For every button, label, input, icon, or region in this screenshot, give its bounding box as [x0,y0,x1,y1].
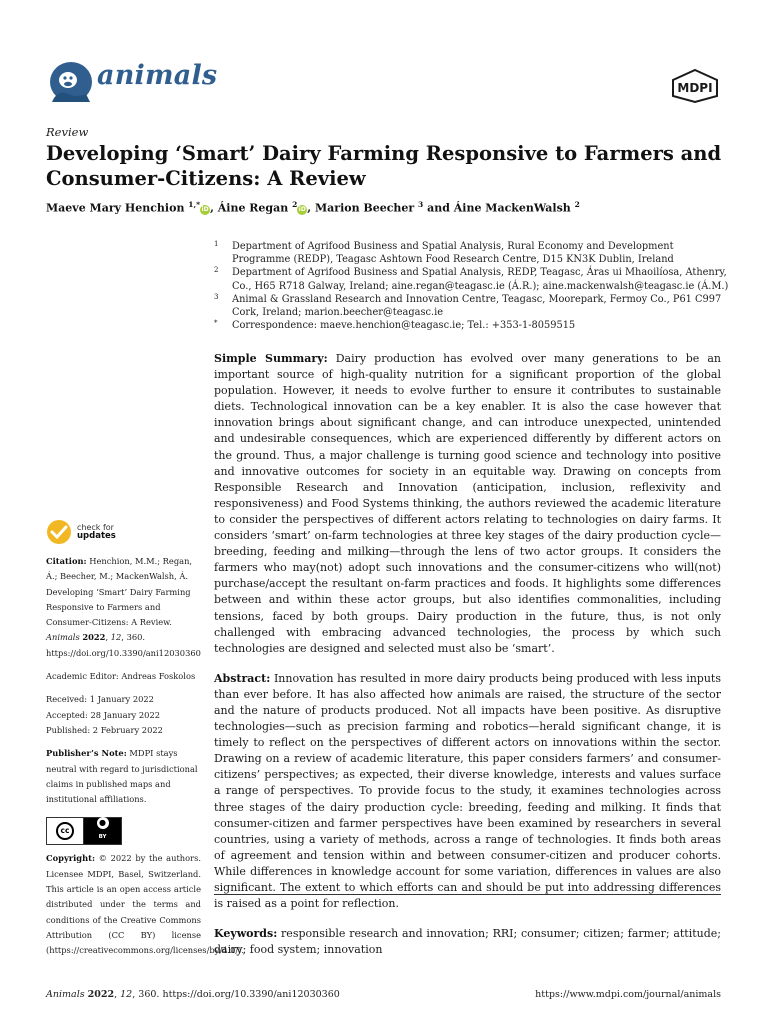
author-affiliation-marker: 2 [574,200,580,209]
affiliation-marker: * [214,319,218,328]
journal-name: animals [97,60,218,91]
affiliations [214,240,734,332]
received-date: Received: 1 January 2022 [46,694,154,705]
published-date: Published: 2 February 2022 [46,724,163,735]
author-name: Marion Beecher [314,201,415,215]
copyright-notice: Copyright: © 2022 by the authors. Licensee MDPI, Basel, Switzerland. This article is an open access article distributed under the terms and conditions of the Creative Commons Attribution (CC BY) license (https://creativecommons.org/licenses/by/4.0/). [46,853,245,956]
accepted-date: Accepted: 28 January 2022 [46,709,161,720]
affiliation-item [214,240,734,266]
author-name: Áine Regan [217,201,289,215]
article-type: Review [46,125,89,139]
affiliation-item [214,293,734,319]
attribution-icon: ● [97,817,109,829]
keywords: Keywords: responsible research and innovation; RRI; consumer; citizen; farmer; attitude; dairy; food system; innovation [214,927,721,957]
abstract: Abstract: Innovation has resulted in more dairy products being produced with less inputs than ever before. It has also affected how animals are raised, the structure of the sector and the nature of products produced. Not all impacts have been positive. As disruptive technologies—such as precision farming and robotics—herald significant change, it is timely to reflect on the perspectives of different actors on innovations within the sector. Drawing on a review of academic literature, this paper considers farmers’ and consumer-citizens’ perspectives; as expected, their diverse knowledge, interests and values surface a range of perspectives. To provide focus to the study, it examines technologies across three stages of the dairy production cycle: breeding, feeding and milking. It finds that consumer-citizen and farmer perspectives have been examined by researchers in several countries, using a variety of methods, across a range of technologies. It finds both areas of agreement and tension within and between consumer-citizen and producer cohorts. While differences in knowledge account for some variation, differences in values are also significant. The extent to which efforts can and should be put into addressing differences is raised as a point for reflection. [214,671,722,911]
affiliation-item [214,266,734,292]
article-info-sidebar [46,518,245,967]
affiliation-marker: 3 [214,292,219,301]
affiliation-marker: 2 [214,266,219,275]
academic-editor: Academic Editor: Andreas Foskolos [46,671,196,682]
footer-citation: Animals 2022, 12, 360. https://doi.org/10.3390/ani12030360 [46,989,340,1000]
author-affiliation-marker: 2 [292,200,298,209]
svg-text:MDPI: MDPI [677,81,713,95]
section-divider [214,894,721,895]
affiliation-text: Animal & Grassland Research and Innovation Centre, Teagasc, Moorepark, Fermoy Co., P61 C997 Cork, Ireland; marion.beecher@teagasc.ie [232,293,722,319]
footer-journal-link[interactable]: https://www.mdpi.com/journal/animals [535,989,721,1000]
author-name: Maeve Mary Henchion [46,201,185,215]
publisher-note: Publisher’s Note: MDPI stays neutral with regard to jurisdictional claims in published maps and institutional affiliations. [46,748,198,805]
journal-logo-icon [46,58,94,104]
check-updates-text: check for updates [77,523,116,541]
author-affiliation-marker: 3 [418,200,424,209]
affiliation-text: Department of Agrifood Business and Spatial Analysis, REDP, Teagasc, Áras ui Mhaoilíosa, Athenry, Co., H65 R718 Galway, Ireland; aine.regan@teagasc.ie (Á.R.); aine.mackenwalsh@teagasc.ie (Á.M.) [232,267,729,292]
affiliation-text: Correspondence: maeve.henchion@teagasc.ie; Tel.: +353-1-8059515 [232,320,576,332]
author-name: Áine MackenWalsh [453,201,571,215]
affiliation-item [214,319,734,332]
check-for-updates-button[interactable] [46,518,201,546]
orcid-icon[interactable]: iD [201,205,209,213]
article-title: Developing ‘Smart’ Dairy Farming Responsive to Farmers and Consumer-Citizens: A Review [46,142,722,190]
affiliation-marker: 1 [214,240,219,248]
cc-by-license-badge[interactable]: cc ● BY [46,817,122,845]
citation: Citation: Henchion, M.M.; Regan, Á.; Beecher, M.; MackenWalsh, Á. Developing ‘Smart’ Dairy Farming Responsive to Farmers and Consumer-Citizens: A Review. Animals 2022, 12, 360. https://doi.org/10.3390/ani12030360 [46,556,201,658]
simple-summary: Simple Summary: Dairy production has evolved over many generations to be an important source of high-quality nutrition for a significant proportion of the global population. However, it needs to evolve further to ensure it contributes to sustainable diets. Technological innovation can be a key enabler. It is also the case however that innovation brings about significant change, and can introduce unexpected, unintended and undesirable consequences, which are experienced differently by different actors on the ground. Thus, a major challenge is turning good science and technology into positive and innovative outcomes for society in an equitable way. Drawing on concepts from Responsible Research and Innovation (anticipation, inclusion, reflexivity and responsiveness) and Food Systems thinking, the authors reviewed the academic literature to consider the perspectives of different actors relating to technologies on dairy farms. It considers ‘smart’ on-farm technologies at three key stages of the dairy production cycle—breeding, feeding and milking—through the lens of two actor groups. It considers the farmers who may(not) adopt such innovations and the consumer-citizens who will(not) purchase/accept the resultant on-farm practices and foods. It highlights some differences between and within these actor groups, but also identifies commonalities, including tensions, faced by both groups. Dairy production in the future, thus, is not only challenged with embracing advanced technologies, the process by which such technologies are designed and selected must also be ‘smart’. [214,352,721,655]
affiliation-text: Department of Agrifood Business and Spatial Analysis, Rural Economy and Development Programme (REDP), Teagasc Ashtown Food Research Centre, D15 KN3K Dublin, Ireland [232,241,674,266]
check-updates-icon [46,519,72,545]
orcid-icon[interactable]: iD [298,205,306,213]
mdpi-logo-icon [669,68,721,104]
author-list: Maeve Mary Henchion $^{1,*}$iD, Áine Regan $^2$iD, Marion Beecher $^3$ and Áine MackenWalsh $^2$ [46,200,580,215]
cc-icon: cc [56,822,74,840]
author-affiliation-marker: 1,* [188,200,201,209]
main-column [214,351,721,972]
